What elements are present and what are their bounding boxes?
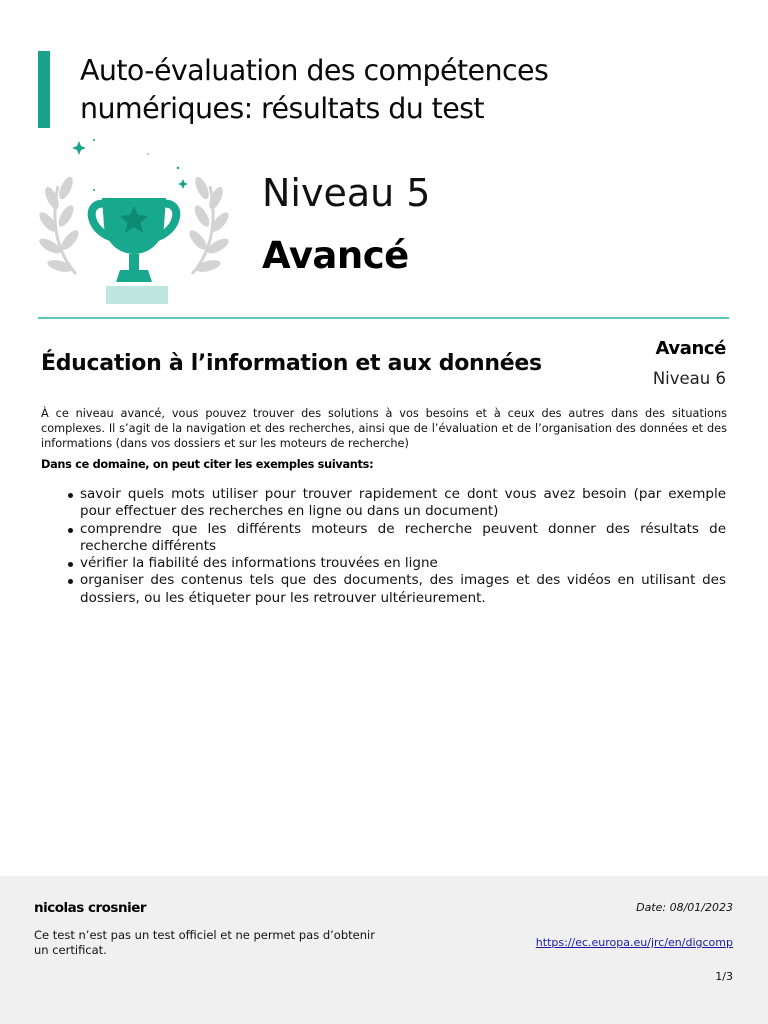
area-level-number: Niveau 6 [652, 369, 726, 388]
test-date: Date: 08/01/2023 [636, 901, 733, 914]
list-item: comprendre que les différents moteurs de recherche peuvent donner des résultats de recherche différents [80, 520, 726, 554]
area-level-name: Avancé [655, 338, 726, 359]
title-accent-bar [38, 51, 50, 128]
result-level-number: Niveau 5 [262, 171, 431, 215]
area-description: À ce niveau avancé, vous pouvez trouver des solutions à vos besoins et à ceux des autres dans des situations complexes. Il s’agit de la navigation et des recherches, ainsi que de l’évaluation et de l’organisation des données et des informations (dans vos dossiers et sur les moteurs de recherche) [41, 407, 727, 450]
list-item: vérifier la fiabilité des informations trouvées en ligne [80, 555, 726, 572]
section-divider [38, 317, 729, 319]
examples-heading: Dans ce domaine, on peut citer les exemples suivants: [41, 458, 374, 471]
trophy-icon [36, 136, 232, 308]
examples-list [80, 486, 726, 607]
list-item: organiser des contenus tels que des documents, des images et des vidéos en utilisant des dossiers, ou les étiqueter pour les retrouver ultérieurement. [80, 572, 726, 606]
page-title: Auto-évaluation des compétences numériques: résultats du test [80, 54, 549, 125]
sparkle-icon [72, 139, 188, 191]
page-footer [0, 876, 768, 1024]
result-level-name: Avancé [262, 234, 409, 277]
user-name: nicolas crosnier [34, 900, 147, 916]
area-title: Éducation à l’information et aux données [41, 351, 542, 376]
page-number: 1/3 [715, 970, 733, 983]
digcomp-link[interactable]: https://ec.europa.eu/jrc/en/digcomp [535, 936, 733, 949]
list-item: savoir quels mots utiliser pour trouver rapidement ce dont vous avez besoin (par exemple pour effectuer des recherches en ligne ou dans un document) [80, 486, 726, 520]
disclaimer-text: Ce test n’est pas un test officiel et ne permet pas d’obtenir un certificat. [34, 928, 375, 957]
